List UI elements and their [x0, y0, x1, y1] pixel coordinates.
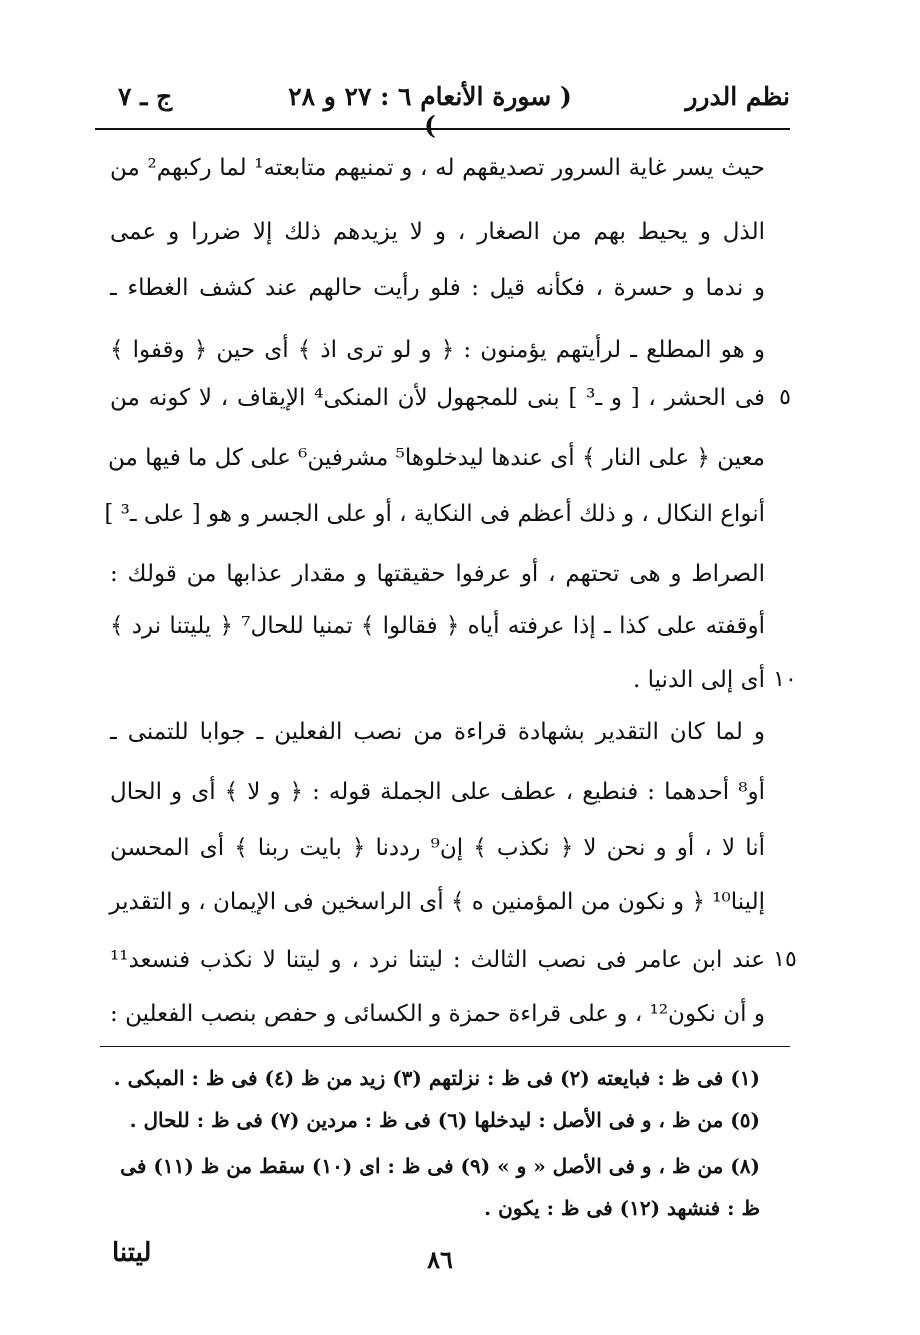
text-line: أوقفته على كذا ـ إذا عرفته أياه ﴿ فقالوا ﴾ تمنيا للحال⁷ ﴿ يليتنا نرد ﴾: [110, 613, 765, 639]
text-line: الصراط و هى تحتهم ، أو عرفوا حقيقتها و مقدار عذابها من قولك :: [110, 561, 765, 587]
text-line: معين ﴿ على النار ﴾ أى عندها ليدخلوها⁵ مشرفين⁶ على كل ما فيها من: [108, 445, 765, 471]
line-number: ١٠: [773, 667, 797, 692]
footnote-line: (١) فى ظ : فبايعته (٢) فى ظ : نزلتهم (٣) زيد من ظ (٤) فى ظ : المبكى .: [113, 1066, 760, 1090]
surah-reference: ( سورة الأنعام ٦ : ٢٧ و ٢٨ ): [288, 82, 572, 140]
text-line: أى إلى الدنيا .: [632, 667, 765, 693]
text-line: إلينا¹⁰ ﴿ و نكون من المؤمنين ه ﴾ أى الراسخين فى الإيمان ، و التقدير: [109, 889, 765, 915]
text-line: حيث يسر غاية السرور تصديقهم له ، و تمنيهم متابعته¹ لما ركبهم² من: [110, 155, 766, 181]
footnote-line: ظ : فنشهد (١٢) فى ظ : يكون .: [484, 1196, 760, 1220]
running-header: [90, 78, 790, 140]
text-line: و ندما و حسرة ، فكأنه قيل : فلو رأيت حالهم عند كشف الغطاء ـ: [110, 275, 765, 301]
text-line: و هو المطلع ـ لرأيتهم يؤمنون : ﴿ و لو ترى اذ ﴾ أى حين ﴿ وقفوا ﴾: [110, 337, 765, 363]
line-number: ١٥: [773, 947, 797, 972]
volume-label: ج ـ ٧: [118, 82, 173, 111]
text-line: أنا لا ، أو و نحن لا ﴿ نكذب ﴾ إن⁹ رددنا ﴿ بايت ربنا ﴾ أى المحسن: [110, 835, 765, 861]
text-line: و أن نكون¹² ، و على قراءة حمزة و الكسائى و حفص بنصب الفعلين :: [110, 1001, 765, 1027]
footnote-line: (٨) من ظ ، و فى الأصل « و » (٩) فى ظ : اى (١٠) سقط من ظ (١١) فى: [120, 1154, 760, 1178]
footnote-line: (٥) من ظ ، و فى الأصل : ليدخلها (٦) فى ظ : مردين (٧) فى ظ : للحال .: [129, 1108, 760, 1132]
text-line: أو⁸ أحدهما : فنطيع ، عطف على الجملة قوله : ﴿ و لا ﴾ أى و الحال: [110, 779, 765, 805]
catchword: ليتنا: [112, 1238, 152, 1268]
text-line: الذل و يحيط بهم من الصغار ، و لا يزيدهم ذلك إلا ضررا و عمى: [110, 219, 765, 245]
line-number: ٥: [779, 385, 791, 410]
page-number: ٨٦: [427, 1245, 453, 1274]
text-line: و لما كان التقدير بشهادة قراءة من نصب الفعلين ـ جوابا للتمنى ـ: [110, 719, 765, 745]
text-line: فى الحشر ، [ و ـ³ ] بنى للمجهول لأن المنكى⁴ الإيقاف ، لا كونه من: [110, 385, 765, 411]
book-title: نظم الدرر: [685, 82, 790, 111]
footnote-separator: [100, 1046, 790, 1047]
header-rule: [95, 128, 790, 130]
text-line: عند ابن عامر فى نصب الثالث : ليتنا نرد ، و ليتنا لا نكذب فنسعد¹¹: [110, 947, 765, 973]
text-line: أنواع النكال ، و ذلك أعظم فى النكاية ، أو على الجسر و هو [ على ـ³ ]: [104, 501, 765, 527]
